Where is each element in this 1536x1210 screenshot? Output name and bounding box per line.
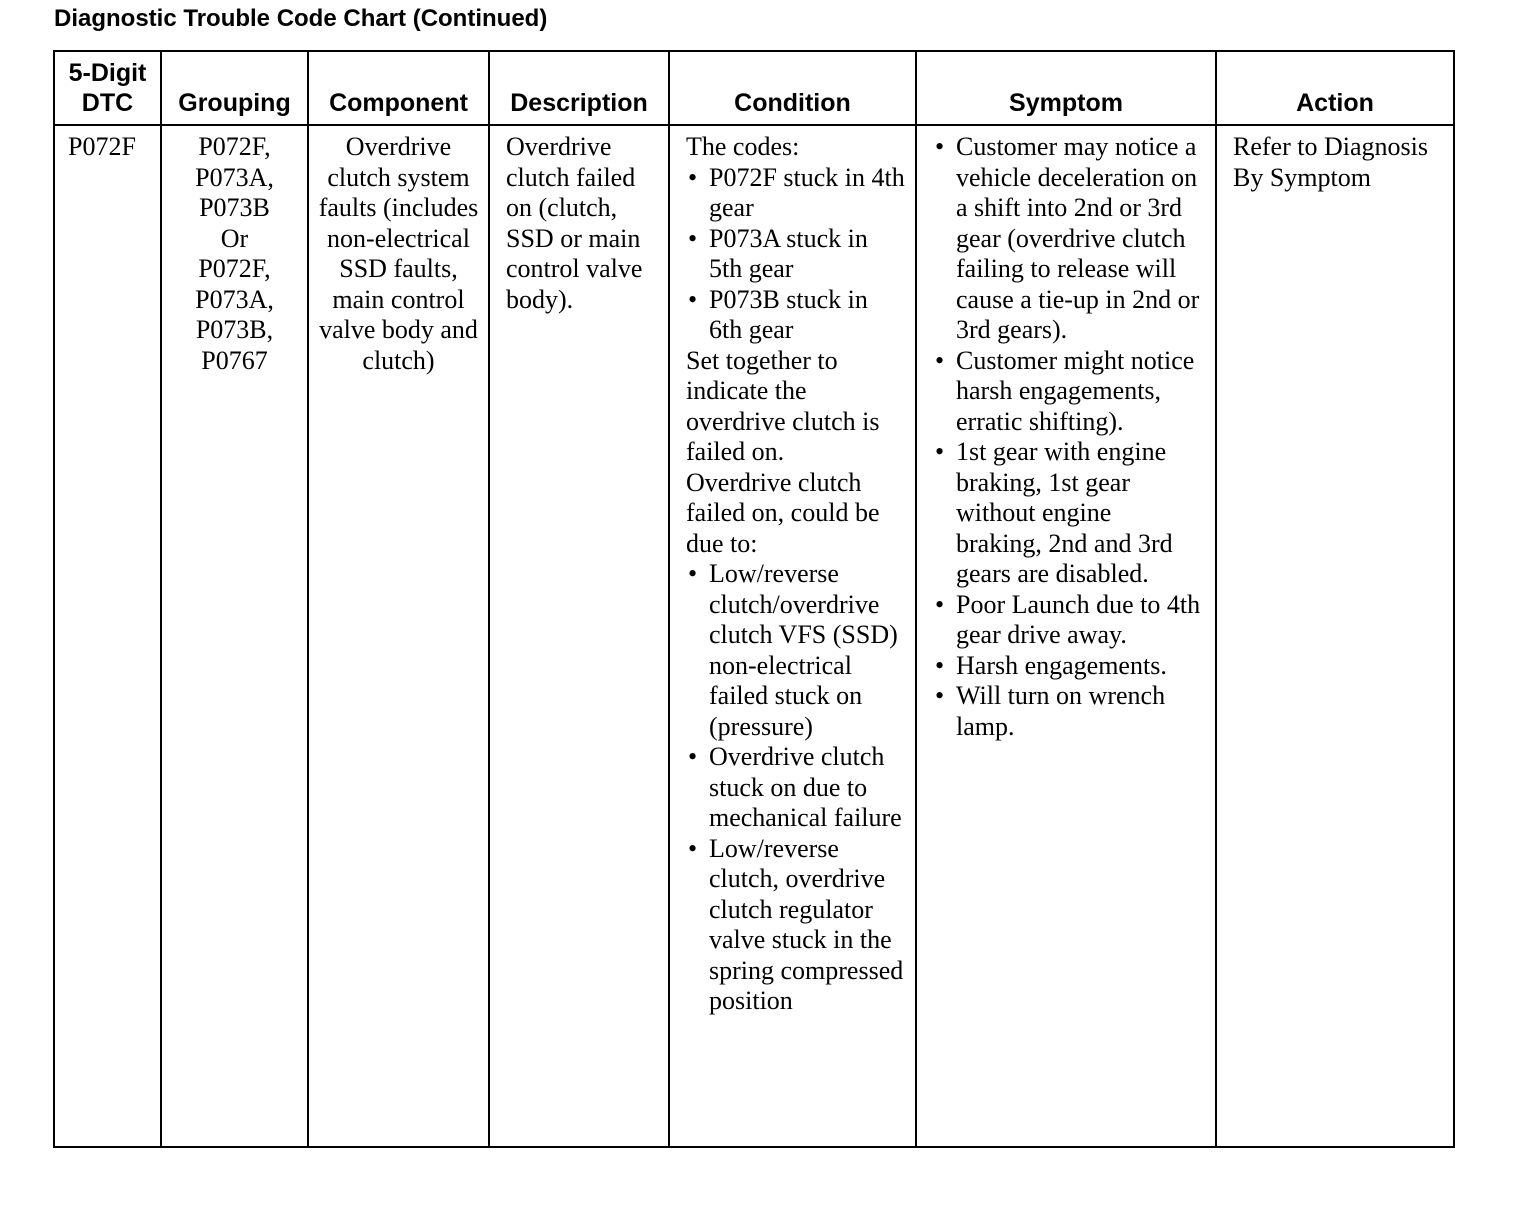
list-item: • Poor Launch due to 4th gear drive away. [933, 590, 1201, 651]
header-condition: Condition [669, 51, 916, 125]
grouping-line: P073A, [195, 162, 274, 192]
list-item: • 1st gear with engine braking, 1st gear without engine braking, 2nd and 3rd gears are disabled. [933, 437, 1201, 590]
action-cell: Refer to Diagnosis By Symptom [1216, 125, 1454, 1147]
grouping-cell [161, 125, 308, 1147]
description-cell: Overdrive clutch failed on (clutch, SSD or main control valve body). [489, 125, 669, 1147]
page-title: Diagnostic Trouble Code Chart (Continued) [54, 5, 548, 32]
symptom-list [933, 132, 1201, 742]
header-grouping: Grouping [161, 51, 308, 125]
list-item: • Low/reverse clutch, overdrive clutch regulator valve stuck in the spring compressed position [686, 834, 907, 1017]
list-item: • Harsh engagements. [933, 651, 1201, 682]
symptom-cell [916, 125, 1216, 1147]
header-description: Description [489, 51, 669, 125]
table-row [54, 125, 1454, 1147]
dtc-table [53, 50, 1455, 1148]
component-cell: Overdrive clutch system faults (includes non-electrical SSD faults, main control valve body and clutch) [308, 125, 489, 1147]
condition-middle: Set together to indicate the overdrive clutch is failed on. [686, 345, 880, 466]
grouping-line: P073A, [195, 284, 274, 314]
list-item: • P072F stuck in 4th gear [686, 163, 907, 224]
condition-causes-list [686, 559, 907, 1017]
grouping-line: P073B [199, 193, 270, 222]
condition-intro: The codes: [686, 132, 800, 161]
header-symptom: Symptom [916, 51, 1216, 125]
list-item: • P073B stuck in 6th gear [686, 285, 907, 346]
header-row [54, 51, 1454, 125]
header-action: Action [1216, 51, 1454, 125]
list-item: • Will turn on wrench lamp. [933, 681, 1201, 742]
dtc-cell: P072F [54, 125, 161, 1147]
grouping-line: P0767 [201, 345, 268, 375]
list-item: • Overdrive clutch stuck on due to mechanical failure [686, 742, 907, 834]
list-item: • P073A stuck in 5th gear [686, 224, 907, 285]
grouping-line: P073B, [195, 315, 274, 344]
grouping-line: Or [220, 223, 249, 253]
header-dtc: 5-Digit DTC [54, 51, 161, 125]
grouping-line: P072F, [198, 132, 271, 161]
grouping-line: P072F, [198, 254, 271, 283]
list-item: • Customer might notice harsh engagements, erratic shifting). [933, 346, 1201, 438]
condition-cell [669, 125, 916, 1147]
condition-codes-list [686, 163, 907, 346]
header-component: Component [308, 51, 489, 125]
list-item: • Customer may notice a vehicle deceleration on a shift into 2nd or 3rd gear (overdrive clutch failing to release will cause a tie-up in 2nd or 3rd gears). [933, 132, 1201, 346]
condition-middle2: Overdrive clutch failed on, could be due to: [686, 467, 880, 558]
list-item: • Low/reverse clutch/overdrive clutch VFS (SSD) non-electrical failed stuck on (pressure) [686, 559, 907, 742]
